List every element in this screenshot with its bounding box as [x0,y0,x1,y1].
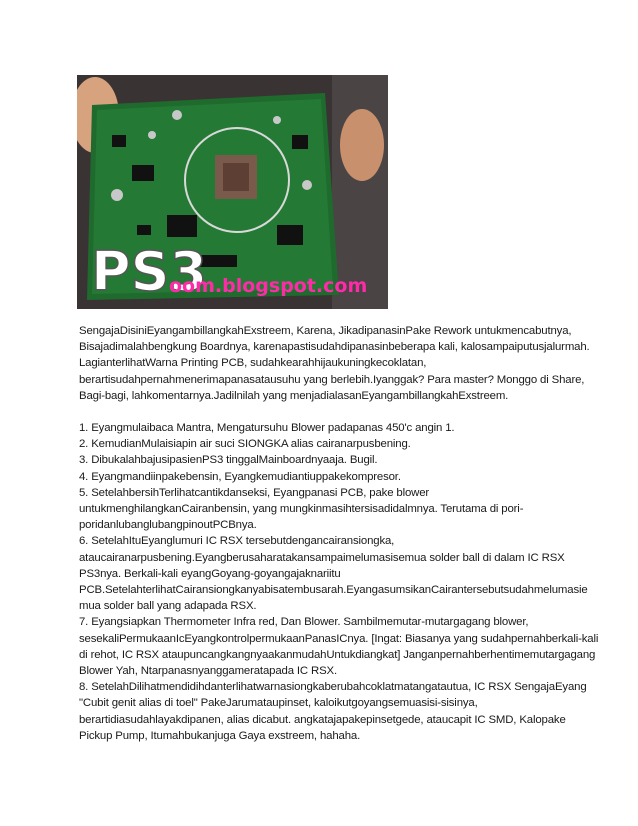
step-line: Pickup Pump, Itumahbukanjuga Gaya exstreem, hahaha. [79,729,361,742]
intro-line: berartisudahpernahmenerimapanasatausuhu yang berlebih.Iyanggak? Para master? Monggo di Share, [79,373,585,386]
step-line: 4. Eyangmandiinpakebensin, Eyangkemudiantiuppakekompresor. [79,470,401,483]
step-line: 6. SetelahItuEyanglumuri IC RSX tersebutdengancairansiongka, [79,535,395,548]
step-line: Blower Yah, Ntarpanasnyanggameratapada IC RSX. [79,665,337,678]
step-line: PCB.SetelahterlihatCairansiongkanyabisatembusarah.EyangasumsikanCairantersebutsudahmelumasie [79,584,588,597]
step-line: di rehot, IC RSX ataupuncangkangnyaakanmudahUntukdiangkat] Janganpernahberhentimemutargagang [79,648,596,661]
step-line: 7. Eyangsiapkan Thermometer Infra red, Dan Blower. Sambilmemutar-mutargagang blower, [79,616,529,629]
step-line: "Cubit genit alias di toel" PakeJarumataupinset, kaloikutgoyangsemuasisi-sisinya, [79,697,478,710]
intro-line: LagianterlihatWarna Printing PCB, sudahkearahhijaukuningkecoklatan, [79,357,427,370]
intro-paragraph [79,323,590,404]
step-line: 1. Eyangmulaibaca Mantra, Mengatursuhu Blower padapanas 450'c angin 1. [79,422,455,435]
watermark: oom.blogspot.com [169,275,368,297]
intro-line: Bagi-bagi, lahkomentarnya.Jadilnilah yang menjadialasanEyangambillangkahExstreem. [79,389,509,402]
step-line: PS3nya. Berkali-kali eyangGoyang-goyangajaknariitu [79,567,341,580]
step-line: mua solder ball yang adapada RSX. [79,600,257,613]
intro-line: Bisajadimalahbengkung Boardnya, karenapastisudahdipanasinbeberapa kali, kalosampaiputusjalurmah. [79,341,590,354]
article-body [79,323,599,744]
step-line: untukmenghilangkanCairanbensin, yang mungkinmasihtersisadidalmnya. Terutama di pori- [79,503,524,516]
ps3-mainboard-illustration [77,75,388,309]
step-line: ataucairanarpusbening.Eyangberusaharatakansampaimelumasisemua solder ball di dalam IC RSX [79,551,565,564]
step-line: poridanlubanglubangpinoutPCBnya. [79,519,257,532]
steps-list [79,420,599,744]
step-line: 5. SetelahbersihTerlihatcantikdanseksi, Eyangpanasi PCB, pake blower [79,486,430,499]
ps3-logo: PS3 [91,240,208,303]
intro-line: SengajaDisiniEyangambillangkahExstreem, Karena, JikadipanasinPake Rework untukmencabutnya, [79,325,572,337]
ps3-board-photo [77,75,388,309]
step-line: 2. KemudianMulaisiapin air suci SIONGKA alias cairanarpusbening. [79,438,411,451]
step-line: 8. SetelahDilihatmendidihdanterlihatwarnasiongkaberubahcoklatmatangatautua, IC RSX SengajaEyang [79,681,587,694]
step-line: sesekaliPermukaanIcEyangkontrolpermukaanPanasICnya. [Ingat: Biasanya yang sudahpernahberkali-kali [79,632,599,645]
step-line: berartidiasudahlayakdipanen, alias dicabut. angkatajapakepinsetgede, ataucapit IC SMD, Kalopake [79,713,566,726]
step-line: 3. DibukalahbajusipasienPS3 tinggalMainboardnyaaja. Bugil. [79,454,378,467]
